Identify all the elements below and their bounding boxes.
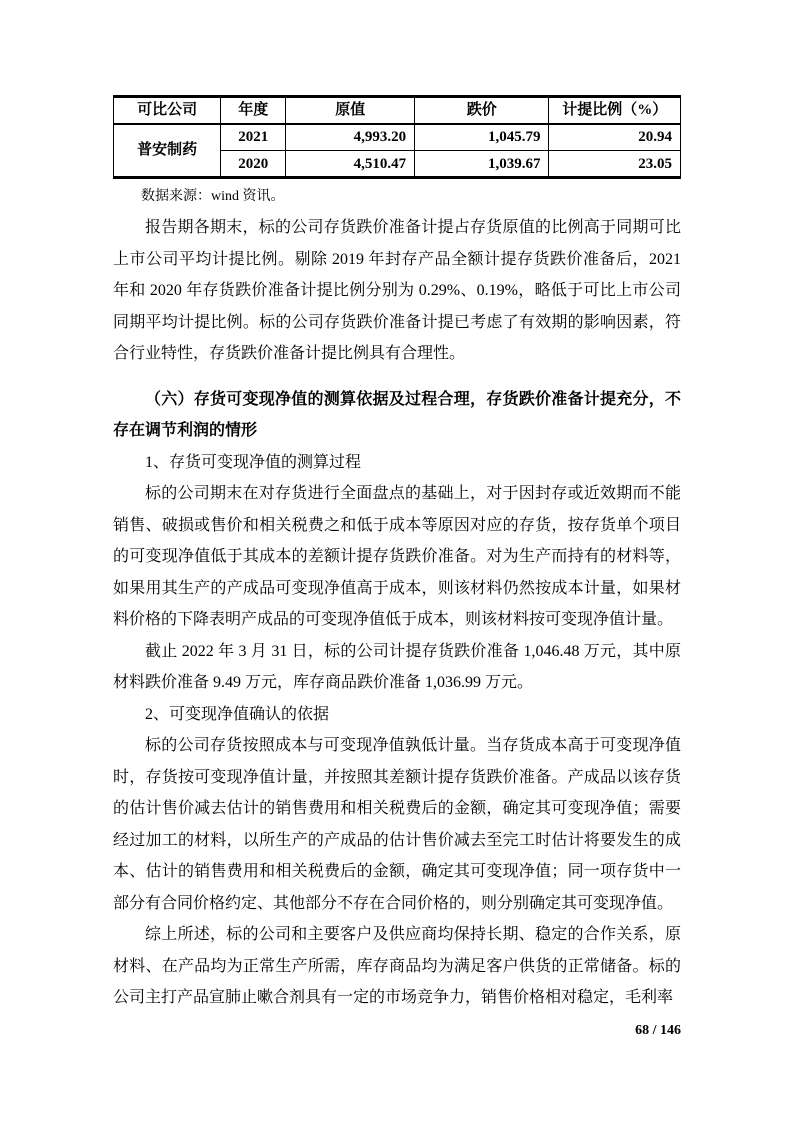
cell-decline-2020: 1,039.67: [415, 151, 549, 178]
cell-original-2020: 4,510.47: [286, 151, 415, 178]
table-row: [114, 124, 681, 151]
header-original-value: 原值: [286, 97, 415, 124]
header-decline: 跌价: [415, 97, 549, 124]
table-header-row: [114, 97, 681, 124]
cell-decline-2021: 1,045.79: [415, 124, 549, 151]
section-heading-six: （六）存货可变现净值的测算依据及过程合理，存货跌价准备计提充分，不存在调节利润的情形: [113, 390, 681, 439]
sub-heading-1: 1、存货可变现净值的测算过程: [145, 453, 362, 471]
paragraph-nrv-measurement-process: 标的公司期末在对存货进行全面盘点的基础上，对于因封存或近效期而不能销售、破损或售价和相关税费之和低于成本等原因对应的存货，按存货单个项目的可变现净值低于其成本的差额计提存货跌价准备。对为生产而持有的材料等，如果用其生产的产成品可变现净值高于成本，则该材料仍然按成本计量，如果材料价格的下降表明产成品的可变现净值低于成本，则该材料按可变现净值计量。: [113, 485, 681, 628]
cell-ratio-2021: 20.94: [549, 124, 681, 151]
page-number: 68 / 146: [635, 1022, 681, 1038]
sub-heading-2: 2、可变现净值确认的依据: [145, 705, 330, 723]
paragraph-summary: 综上所述，标的公司和主要客户及供应商均保持长期、稳定的合作关系，原材料、在产品均为正常生产所需，库存商品均为满足客户供货的正常储备。标的公司主打产品宣肺止嗽合剂具有一定的市场竞争力，销售价格相对稳定，毛利率: [113, 926, 681, 1006]
cell-year-2020: 2020: [221, 151, 286, 178]
cell-year-2021: 2021: [221, 124, 286, 151]
cell-ratio-2020: 23.05: [549, 151, 681, 178]
data-source-note: 数据来源：wind 资讯。: [141, 189, 285, 204]
cell-original-2021: 4,993.20: [286, 124, 415, 151]
header-year: 年度: [221, 97, 286, 124]
paragraph-nrv-recognition-basis: 标的公司存货按照成本与可变现净值孰低计量。当存货成本高于可变现净值时，存货按可变现净值计量，并按照其差额计提存货跌价准备。产成品以该存货的估计售价减去估计的销售费用和相关税费后的金额，确定其可变现净值；需要经过加工的材料，以所生产的产成品的估计售价减去至完工时估计将要发生的成本、估计的销售费用和相关税费后的金额，确定其可变现净值；同一项存货中一部分有合同价格约定、其他部分不存在合同价格的，则分别确定其可变现净值。: [113, 737, 681, 912]
paragraph-provision-comparison: 报告期各期末，标的公司存货跌价准备计提占存货原值的比例高于同期可比上市公司平均计提比例。剔除 2019 年封存产品全额计提存货跌价准备后，2021 年和 2020 年存货跌价准备计提比例分别为 0.29%、0.19%，略低于可比上市公司同期平均计提比例。标的公司存货跌价准备计提已考虑了有效期的影响因素，符合行业特性，存货跌价准备计提比例具有合理性。: [113, 219, 681, 362]
paragraph-provision-as-of-2022: 截止 2022 年 3 月 31 日，标的公司计提存货跌价准备 1,046.48 万元，其中原材料跌价准备 9.49 万元，库存商品跌价准备 1,036.99 万元。: [113, 642, 681, 691]
comparable-company-table: [113, 95, 681, 179]
header-comparable-company: 可比公司: [114, 97, 221, 124]
cell-company-name: 普安制药: [114, 124, 221, 178]
header-provision-ratio: 计提比例（%）: [549, 97, 681, 124]
